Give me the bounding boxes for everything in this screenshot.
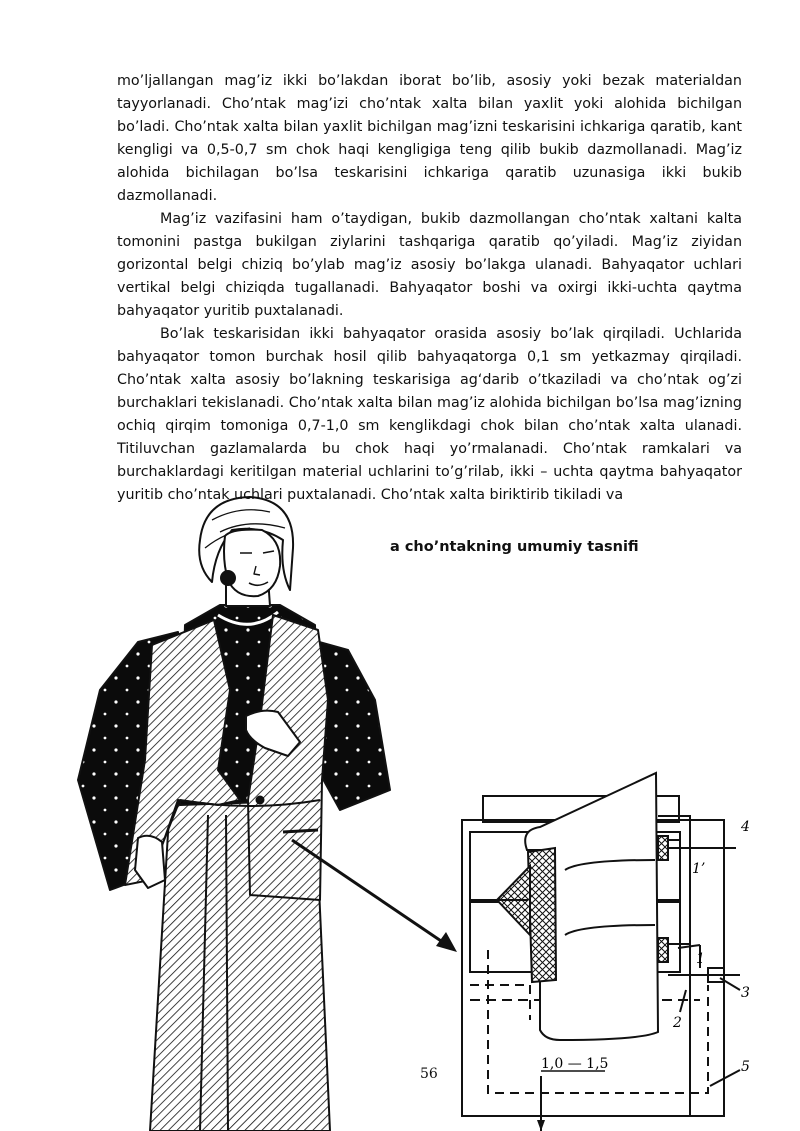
body-text [117,70,742,510]
label-5: 5 [741,1059,750,1075]
crosshatch-strip [528,848,556,982]
vest-pocket [283,830,318,832]
label-3: 3 [741,985,750,1001]
paragraph: mo’ljallangan mag’iz ikki bo’lakdan iborat bo’lib, asosiy yoki bezak materialdan tayyorlanadi. Cho’ntak mag’izi cho’ntak xalta bilan yaxlit yoki alohida bichilgan bo’ladi. Cho’ntak xalta bilan yaxlit bichilgan mag’izni teskarisini ichkariga qaratib, kant kengligi va 0,5-0,7 sm chok haqi kengligiga teng qilib bukib dazmollanadi. Mag’iz alohida bichilagan bo’lsa teskarisini ichkariga qaratib uzunasiga ikki bukib dazmollanadi. [117,73,742,204]
label-1: 1 [696,951,705,967]
paragraph: Mag’iz vazifasini ham o’taydigan, bukib dazmollangan cho’ntak xaltani kalta tomonini pastga bukilgan ziylarini tashqariga qaratib qo’yiladi. Mag’iz ziyidan gorizontal belgi chiziq bo’ylab mag’iz asosiy bo’lakga ulanadi. Bahyaqator uchlari vertikal belgi chiziqda tugallanadi. Bahyaqator boshi va oxirgi ikki-uchta qaytma bahyaqator yuritib puxtalanadi. [117,211,742,319]
label-1-prime: 1’ [692,861,706,877]
figure-caption: a cho’ntakning umumiy tasnifi [390,539,639,555]
woman-figure [78,497,390,1131]
label-2: 2 [673,1015,682,1031]
paragraph: Bo’lak teskarisidan ikki bahyaqator orasida asosiy bo’lak qirqiladi. Uchlarida bahyaqator tomon burchak hosil qilib bahyaqatorga 0,1 sm yetkazmay qirqiladi. Cho’ntak xalta asosiy bo’lakning teskarisiga ag‘darib o’tkaziladi va cho’ntak og’zi burchaklari tekislanadi. Cho’ntak xalta bilan mag’iz alohida bichilgan bo’lsa mag’izning ochiq qirqim tomoniga 0,7-1,0 sm kenglikdagi chok bilan cho’ntak xalta ulanadi. Titiluvchan gazlamalarda bu chok haqi yo’rmalanadi. Cho’ntak ramkalari va burchaklardagi keritilgan material uchlarini to’g’rilab, ikki – uchta qaytma bahyaqator yuritib cho’ntak uchlari puxtalanadi. Cho’ntak xalta biriktirib tikiladi va [117,326,742,503]
dimension-label: 1,0 — 1,5 [541,1056,609,1072]
label-4: 4 [741,819,750,835]
page-number: 56 [420,1066,438,1082]
face [224,530,280,597]
